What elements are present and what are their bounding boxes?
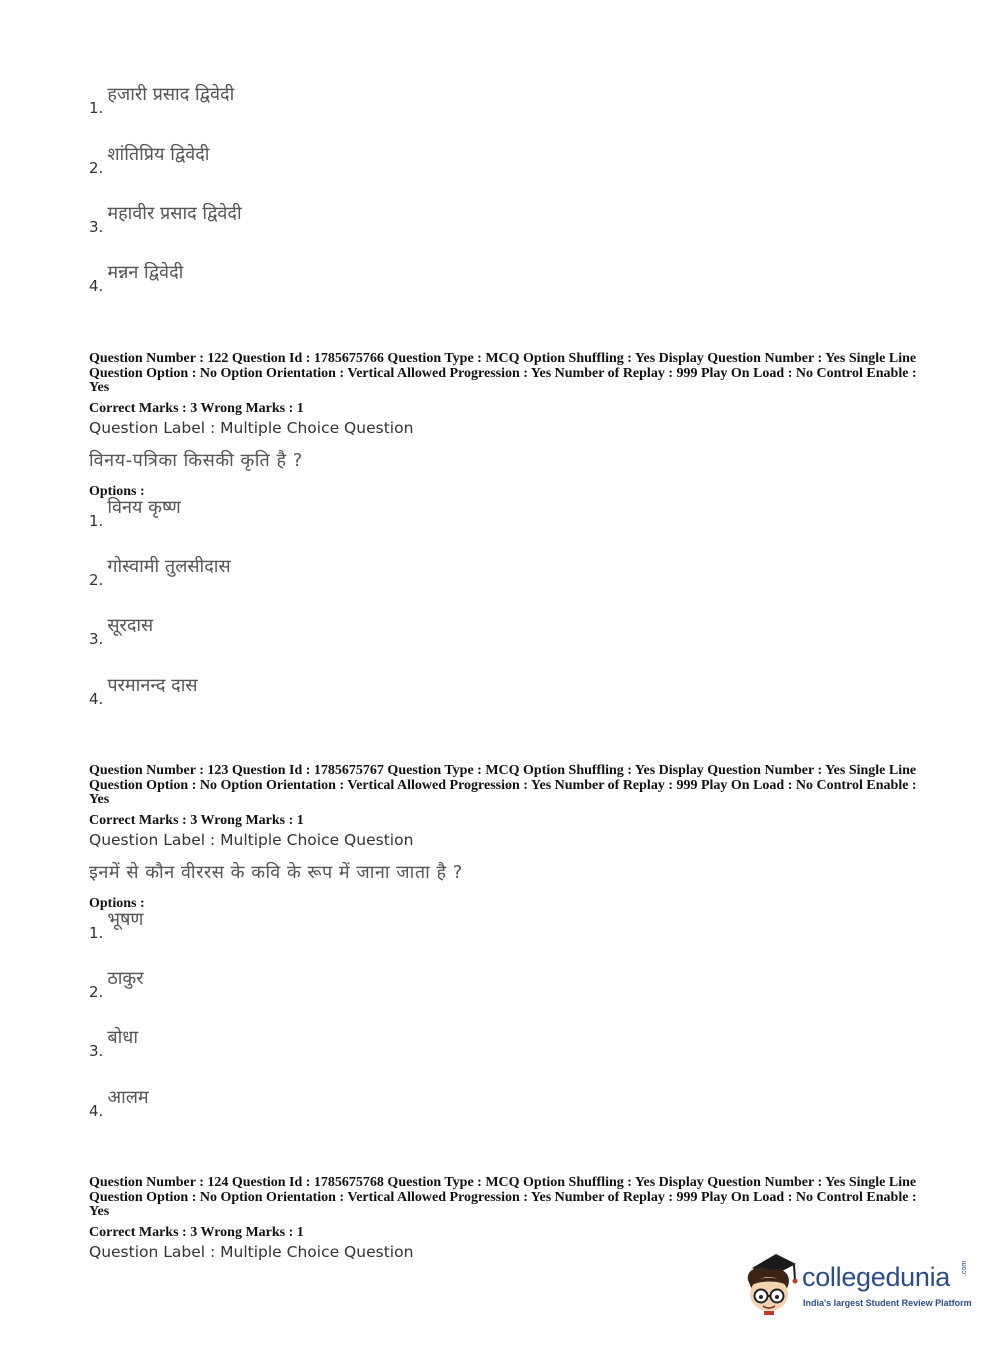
- option-number: 4.: [89, 277, 104, 295]
- option-3: [89, 203, 242, 236]
- option-text: विनय कृष्ण: [107, 497, 181, 518]
- option-1: [89, 909, 144, 942]
- option-number: 2.: [89, 983, 104, 1001]
- option-number: 2.: [89, 159, 104, 177]
- option-text: मन्नन द्विवेदी: [107, 262, 184, 283]
- logo-tagline: India's largest Student Review Platform: [803, 1298, 972, 1308]
- option-number: 4.: [89, 690, 104, 708]
- option-text: हजारी प्रसाद द्विवेदी: [107, 84, 235, 105]
- logo-brand: collegedunia: [802, 1262, 951, 1292]
- option-1: [89, 84, 235, 117]
- question-marks: Correct Marks : 3 Wrong Marks : 1: [89, 813, 304, 828]
- option-text: भूषण: [107, 909, 144, 930]
- mascot-icon: [742, 1250, 800, 1316]
- options-label: Options :: [89, 484, 145, 499]
- question-label: Question Label : Multiple Choice Question: [89, 419, 414, 437]
- option-number: 1.: [89, 512, 104, 530]
- option-text: शांतिप्रिय द्विवेदी: [107, 144, 210, 165]
- option-text: बोधा: [107, 1027, 138, 1048]
- logo-dotcom: .com: [961, 1260, 968, 1276]
- option-3: [89, 615, 154, 648]
- question-meta: Question Number : 122 Question Id : 1785675766 Question Type : MCQ Option Shuffling : Yes Display Question Number : Yes Single Line Question Option : No Option Orientation : Vertical Allowed Progression : Yes Number of Replay : 999 Play On Load : No Control Enable : Yes: [89, 351, 917, 395]
- option-2: [89, 144, 210, 177]
- question-label: Question Label : Multiple Choice Question: [89, 831, 414, 849]
- collegedunia-logo: [742, 1250, 972, 1316]
- option-text: आलम: [107, 1087, 149, 1108]
- question-label: Question Label : Multiple Choice Question: [89, 1243, 414, 1261]
- question-marks: Correct Marks : 3 Wrong Marks : 1: [89, 401, 304, 416]
- option-3: [89, 1027, 138, 1060]
- options-label: Options :: [89, 896, 145, 911]
- option-4: [89, 262, 184, 295]
- option-4: [89, 1087, 149, 1120]
- option-number: 4.: [89, 1102, 104, 1120]
- option-number: 3.: [89, 630, 104, 648]
- option-4: [89, 675, 198, 708]
- option-1: [89, 497, 181, 530]
- question-text: विनय-पत्रिका किसकी कृति है ?: [89, 450, 303, 471]
- option-2: [89, 556, 231, 589]
- option-number: 1.: [89, 924, 104, 942]
- option-number: 1.: [89, 99, 104, 117]
- option-text: महावीर प्रसाद द्विवेदी: [107, 203, 242, 224]
- option-2: [89, 968, 144, 1001]
- question-text: इनमें से कौन वीररस के कवि के रूप में जाना जाता है ?: [89, 862, 463, 883]
- option-number: 3.: [89, 218, 104, 236]
- option-number: 2.: [89, 571, 104, 589]
- option-text: परमानन्द दास: [107, 675, 198, 696]
- option-text: सूरदास: [107, 615, 154, 636]
- option-text: गोस्वामी तुलसीदास: [107, 556, 231, 577]
- question-meta: Question Number : 124 Question Id : 1785675768 Question Type : MCQ Option Shuffling : Yes Display Question Number : Yes Single Line Question Option : No Option Orientation : Vertical Allowed Progression : Yes Number of Replay : 999 Play On Load : No Control Enable : Yes: [89, 1175, 917, 1219]
- question-meta: Question Number : 123 Question Id : 1785675767 Question Type : MCQ Option Shuffling : Yes Display Question Number : Yes Single Line Question Option : No Option Orientation : Vertical Allowed Progression : Yes Number of Replay : 999 Play On Load : No Control Enable : Yes: [89, 763, 917, 807]
- option-number: 3.: [89, 1042, 104, 1060]
- question-marks: Correct Marks : 3 Wrong Marks : 1: [89, 1225, 304, 1240]
- option-text: ठाकुर: [107, 968, 144, 989]
